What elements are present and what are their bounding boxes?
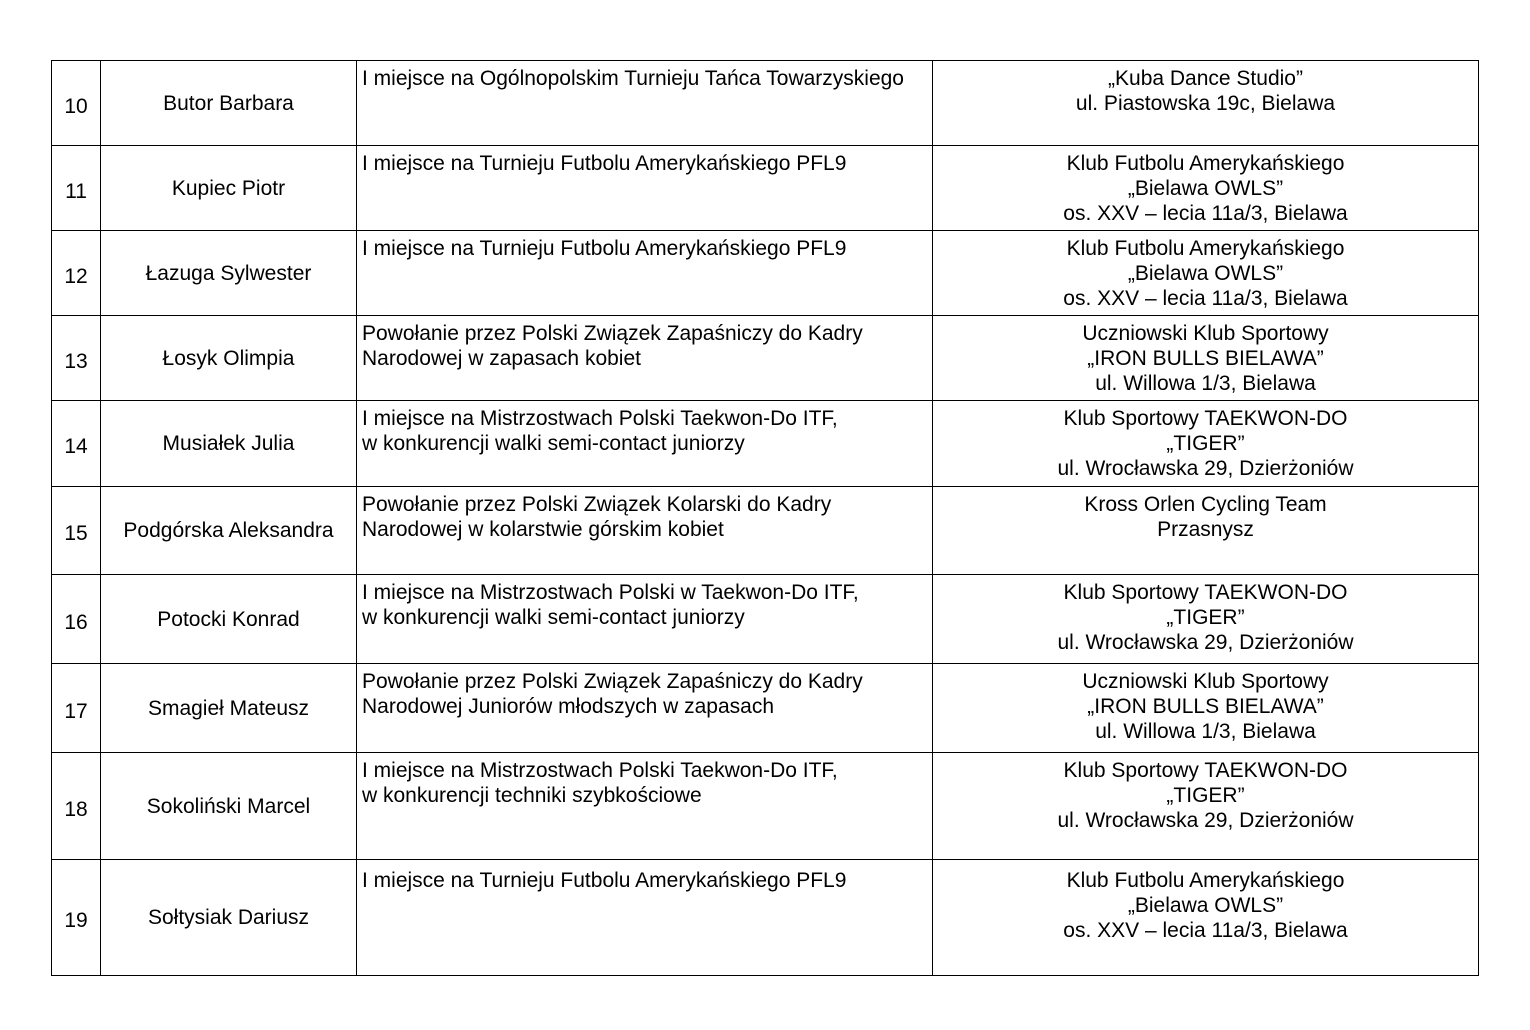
row-number: 15 (52, 487, 101, 575)
club-cell (933, 401, 1479, 487)
person-name: Sołtysiak Dariusz (101, 860, 357, 976)
table-row (52, 401, 1479, 487)
achievement-line: Narodowej w kolarstwie górskim kobiet (362, 518, 724, 541)
club-cell (933, 231, 1479, 316)
achievement-line: w konkurencji techniki szybkościowe (362, 784, 702, 807)
achievement-line: Powołanie przez Polski Związek Zapaśniczy do Kadry (362, 670, 863, 693)
table-row (52, 860, 1479, 976)
club-line: ul. Wrocławska 29, Dzierżoniów (1057, 457, 1354, 480)
achievement-line: w konkurencji walki semi-contact juniorzy (362, 432, 745, 455)
club-line: Klub Futbolu Amerykańskiego (1066, 152, 1345, 175)
club-line: os. XXV – lecia 11a/3, Bielawa (1063, 287, 1348, 310)
club-line: ul. Willowa 1/3, Bielawa (1095, 720, 1316, 743)
club-line: Klub Futbolu Amerykańskiego (1066, 869, 1345, 892)
achievement-line: Powołanie przez Polski Związek Zapaśniczy do Kadry (362, 322, 863, 345)
club-line: ul. Wrocławska 29, Dzierżoniów (1057, 809, 1354, 832)
club-line: „Bielawa OWLS” (1127, 894, 1284, 917)
row-number: 18 (52, 753, 101, 860)
person-name: Łazuga Sylwester (101, 231, 357, 316)
club-line: „TIGER” (1166, 784, 1245, 807)
achievement-line: I miejsce na Mistrzostwach Polski Taekwon-Do ITF, (362, 407, 838, 430)
person-name: Potocki Konrad (101, 575, 357, 664)
achievement-line: I miejsce na Mistrzostwach Polski w Taekwon-Do ITF, (362, 581, 859, 604)
table-row (52, 146, 1479, 231)
row-number: 11 (52, 146, 101, 231)
achievement-cell (357, 61, 933, 146)
awards-table-body (52, 61, 1479, 976)
achievement-cell (357, 146, 933, 231)
achievement-line: I miejsce na Mistrzostwach Polski Taekwon-Do ITF, (362, 759, 838, 782)
row-number: 10 (52, 61, 101, 146)
club-line: Kross Orlen Cycling Team (1084, 493, 1327, 516)
club-cell (933, 575, 1479, 664)
achievement-cell (357, 231, 933, 316)
row-number: 12 (52, 231, 101, 316)
achievement-cell (357, 575, 933, 664)
person-name: Smagieł Mateusz (101, 664, 357, 753)
table-row (52, 664, 1479, 753)
achievement-line: Narodowej w zapasach kobiet (362, 347, 641, 370)
achievement-cell (357, 664, 933, 753)
club-line: „IRON BULLS BIELAWA” (1087, 347, 1324, 370)
club-line: „IRON BULLS BIELAWA” (1087, 695, 1324, 718)
row-number: 16 (52, 575, 101, 664)
club-line: Przasnysz (1157, 518, 1254, 541)
club-line: Klub Sportowy TAEKWON-DO (1063, 759, 1348, 782)
table-row (52, 231, 1479, 316)
table-row (52, 487, 1479, 575)
club-line: „Bielawa OWLS” (1127, 262, 1284, 285)
person-name: Łosyk Olimpia (101, 316, 357, 401)
table-row (52, 575, 1479, 664)
club-cell (933, 487, 1479, 575)
club-line: ul. Wrocławska 29, Dzierżoniów (1057, 631, 1354, 654)
table-row (52, 753, 1479, 860)
club-line: „Bielawa OWLS” (1127, 177, 1284, 200)
person-name: Sokoliński Marcel (101, 753, 357, 860)
table-row (52, 61, 1479, 146)
club-line: ul. Piastowska 19c, Bielawa (1075, 92, 1336, 115)
row-number: 14 (52, 401, 101, 487)
person-name: Musiałek Julia (101, 401, 357, 487)
club-line: Uczniowski Klub Sportowy (1082, 322, 1329, 345)
achievement-line: I miejsce na Turnieju Futbolu Amerykańskiego PFL9 (362, 237, 847, 260)
club-line: „Kuba Dance Studio” (1108, 67, 1303, 90)
achievement-line: I miejsce na Ogólnopolskim Turnieju Tańca Towarzyskiego (362, 67, 904, 90)
club-cell (933, 146, 1479, 231)
achievement-cell (357, 316, 933, 401)
table-row (52, 316, 1479, 401)
club-cell (933, 753, 1479, 860)
achievement-line: I miejsce na Turnieju Futbolu Amerykańskiego PFL9 (362, 869, 847, 892)
achievement-cell (357, 401, 933, 487)
club-line: os. XXV – lecia 11a/3, Bielawa (1063, 919, 1348, 942)
club-line: Klub Sportowy TAEKWON-DO (1063, 407, 1348, 430)
person-name: Podgórska Aleksandra (101, 487, 357, 575)
club-line: „TIGER” (1166, 432, 1245, 455)
achievement-line: Narodowej Juniorów młodszych w zapasach (362, 695, 775, 718)
club-cell (933, 664, 1479, 753)
person-name: Kupiec Piotr (101, 146, 357, 231)
club-cell (933, 316, 1479, 401)
achievement-cell (357, 860, 933, 976)
club-line: ul. Willowa 1/3, Bielawa (1095, 372, 1316, 395)
achievement-line: I miejsce na Turnieju Futbolu Amerykańskiego PFL9 (362, 152, 847, 175)
row-number: 13 (52, 316, 101, 401)
achievement-line: Powołanie przez Polski Związek Kolarski do Kadry (362, 493, 832, 516)
club-line: „TIGER” (1166, 606, 1245, 629)
achievement-line: w konkurencji walki semi-contact juniorzy (362, 606, 745, 629)
club-line: Klub Sportowy TAEKWON-DO (1063, 581, 1348, 604)
achievement-cell (357, 487, 933, 575)
club-line: os. XXV – lecia 11a/3, Bielawa (1063, 202, 1348, 225)
row-number: 17 (52, 664, 101, 753)
person-name: Butor Barbara (101, 61, 357, 146)
club-line: Uczniowski Klub Sportowy (1082, 670, 1329, 693)
club-line: Klub Futbolu Amerykańskiego (1066, 237, 1345, 260)
achievement-cell (357, 753, 933, 860)
row-number: 19 (52, 860, 101, 976)
club-cell (933, 860, 1479, 976)
club-cell (933, 61, 1479, 146)
awards-table (51, 60, 1479, 976)
